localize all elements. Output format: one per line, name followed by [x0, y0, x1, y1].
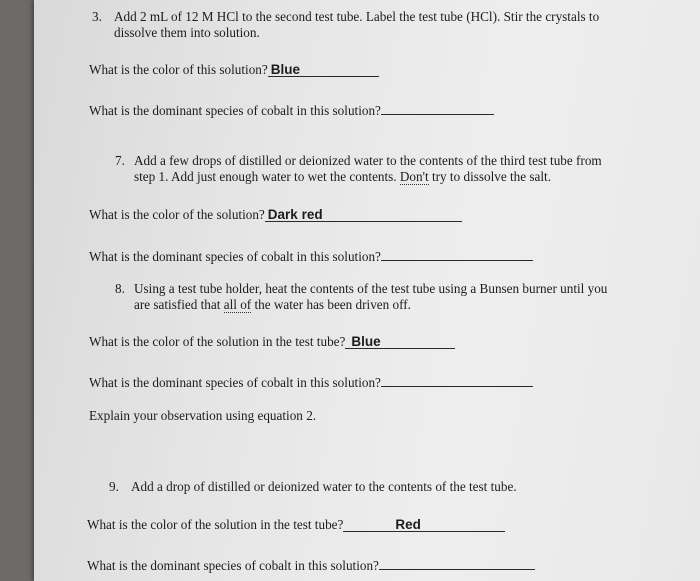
answer-line[interactable]	[379, 555, 535, 570]
step-3-line1: Add 2 mL of 12 M HCl to the second test tube. Label the test tube (HCl). Stir the crystals to	[114, 9, 600, 24]
step-8-line2-pre: are satisfied that	[134, 297, 221, 312]
step-7-dont: Don't	[399, 169, 429, 184]
question-text: What is the color of the solution?	[89, 207, 265, 222]
step-7-line2-post: try to dissolve the salt.	[431, 169, 552, 184]
question-text: What is the dominant species of cobalt in this solution?	[89, 249, 381, 264]
question-text: What is the dominant species of cobalt in this solution?	[89, 103, 381, 118]
answer-text: Blue	[270, 62, 300, 77]
step-9-line1: Add a drop of distilled or deionized water to the contents of the test tube.	[131, 479, 517, 494]
step-8-explain-question	[89, 408, 316, 424]
answer-line[interactable]	[343, 517, 505, 532]
step-3-instruction	[92, 9, 599, 41]
step-number: 3.	[92, 9, 102, 24]
step-8-all-of: all of	[223, 297, 252, 312]
step-8-species-question	[89, 372, 533, 391]
question-text: What is the dominant species of cobalt in this solution?	[89, 375, 381, 390]
step-number: 7.	[115, 153, 125, 168]
answer-text: Blue	[351, 334, 381, 349]
step-3-color-question	[89, 62, 379, 78]
step-7-line2-pre: step 1. Add just enough water to wet the contents.	[134, 169, 397, 184]
answer-line[interactable]	[345, 334, 455, 349]
question-text: What is the color of this solution?	[89, 62, 268, 77]
step-8-line2-post: the water has been driven off.	[254, 297, 411, 312]
step-8-color-question	[89, 334, 455, 350]
question-text: What is the color of the solution in the test tube?	[87, 517, 344, 532]
answer-line[interactable]	[381, 246, 533, 261]
answer-line[interactable]	[381, 372, 533, 387]
step-3-species-question	[89, 100, 494, 119]
step-9-instruction	[109, 479, 517, 495]
step-7-line1: Add a few drops of distilled or deionized water to the contents of the third test tube from	[134, 153, 602, 168]
step-number: 8.	[115, 281, 125, 296]
question-text: Explain your observation using equation 2.	[89, 408, 317, 423]
step-8-instruction	[115, 281, 607, 313]
step-9-color-question	[87, 517, 505, 533]
step-number: 9.	[109, 479, 119, 494]
step-9-species-question	[87, 555, 535, 574]
worksheet-page	[34, 0, 700, 581]
answer-line[interactable]	[265, 207, 462, 222]
step-8-line1: Using a test tube holder, heat the contents of the test tube using a Bunsen burner until you	[134, 281, 608, 296]
answer-line[interactable]	[268, 62, 379, 77]
step-7-instruction	[115, 153, 602, 185]
answer-text: Dark red	[267, 207, 323, 222]
step-3-line2: dissolve them into solution.	[114, 25, 260, 40]
answer-text: Red	[395, 517, 421, 532]
answer-line[interactable]	[381, 100, 494, 115]
question-text: What is the color of the solution in the test tube?	[89, 334, 346, 349]
step-7-color-question	[89, 207, 462, 223]
step-7-species-question	[89, 246, 533, 265]
question-text: What is the dominant species of cobalt in this solution?	[87, 558, 379, 573]
